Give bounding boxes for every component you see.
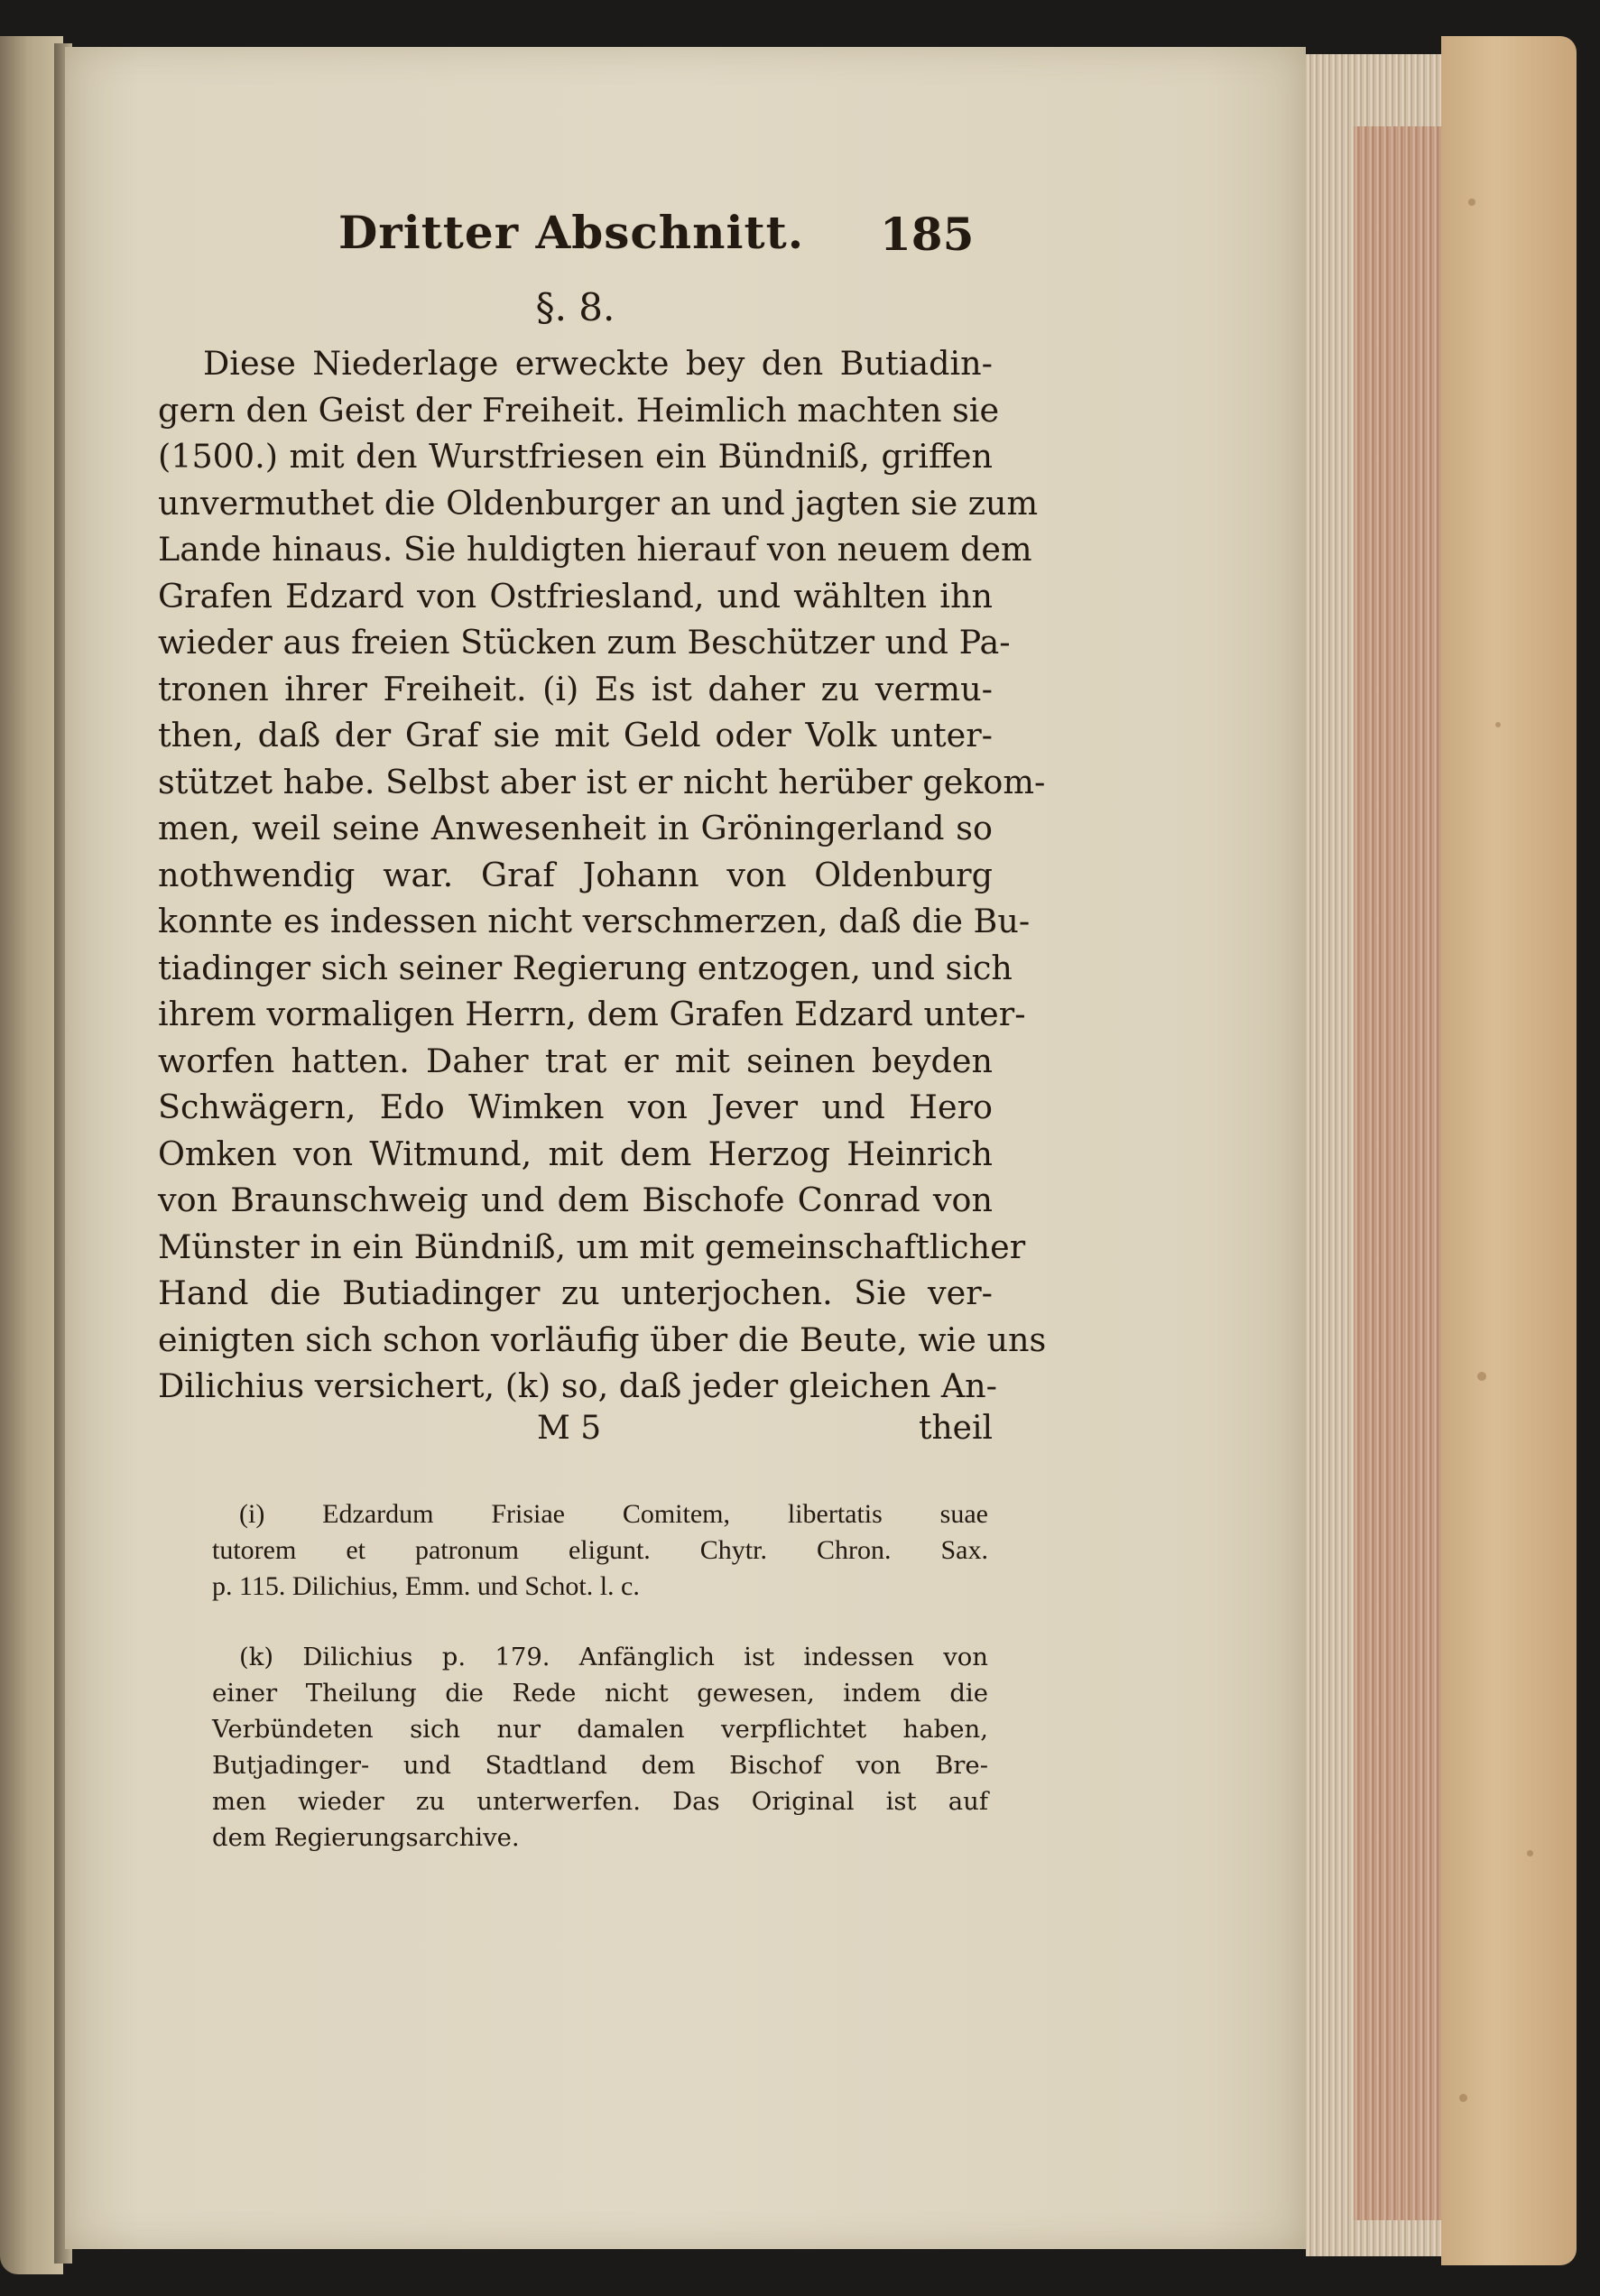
footnote-i	[212, 1496, 988, 1605]
signature-mark: M 5	[537, 1409, 602, 1447]
body-line: Omken von Witmund, mit dem Herzog Heinrich	[158, 1134, 993, 1173]
page-text-block	[158, 206, 1047, 1856]
catchline	[158, 1410, 993, 1457]
body-line: ihrem vormaligen Herrn, dem Grafen Edzard unter-	[158, 995, 1026, 1033]
footnote-line: Verbündeten sich nur damalen verpflichtet haben,	[212, 1714, 988, 1744]
body-line: Lande hinaus. Sie huldigten hierauf von neuem dem	[158, 530, 1032, 569]
footnote-line: men wieder zu unterwerfen. Das Original ist auf	[212, 1786, 988, 1816]
section-heading: §. 8.	[535, 285, 615, 329]
footnote-line: (k) Dilichius p. 179. Anfänglich ist indessen von	[239, 1642, 988, 1671]
body-line: unvermuthet die Oldenburger an und jagten sie zum	[158, 483, 1039, 523]
catchword: theil	[919, 1409, 993, 1447]
footnote-line: (i) Edzardum Frisiae Comitem, libertatis suae	[239, 1498, 988, 1529]
body-line: Hand die Butiadinger zu unterjochen. Sie ver-	[158, 1273, 993, 1312]
page-number: 185	[880, 208, 975, 261]
running-head: Dritter Abschnitt.	[338, 206, 805, 259]
body-line: von Braunschweig und dem Bischofe Conrad von	[158, 1180, 993, 1219]
body-line: then, daß der Graf sie mit Geld oder Volk unter-	[158, 716, 993, 755]
page-header	[158, 206, 993, 278]
book-cover-board	[1441, 36, 1577, 2265]
footnote-line: dem Regierungsarchive.	[212, 1822, 520, 1852]
body-line: nothwendig war. Graf Johann von Oldenburg	[158, 855, 993, 894]
body-line: konnte es indessen nicht verschmerzen, daß die Bu-	[158, 902, 1031, 940]
body-line: Münster in ein Bündniß, um mit gemeinschaftlicher	[158, 1227, 1026, 1266]
body-line: Dilichius versichert, (k) so, daß jeder gleichen An-	[158, 1366, 998, 1405]
footnote-line: p. 115. Dilichius, Emm. und Schot. l. c.	[212, 1570, 640, 1601]
body-text	[158, 340, 1047, 1410]
body-line: tiadinger sich seiner Regierung entzogen, und sich	[158, 948, 1013, 987]
body-line: men, weil seine Anwesenheit in Gröningerland so	[158, 809, 993, 847]
body-line: tronen ihrer Freiheit. (i) Es ist daher zu vermu-	[158, 669, 993, 708]
body-line: gern den Geist der Freiheit. Heimlich machten sie	[158, 390, 1000, 430]
body-line: Schwägern, Edo Wimken von Jever und Hero	[158, 1088, 993, 1126]
footnotes	[212, 1496, 988, 1856]
footnote-line: Butjadinger- und Stadtland dem Bischof von Bre-	[212, 1750, 988, 1780]
body-line: Diese Niederlage erweckte bey den Butiadin-	[203, 344, 993, 383]
footnote-line: tutorem et patronum eligunt. Chytr. Chron. Sax.	[212, 1534, 988, 1565]
body-line: einigten sich schon vorläufig über die Beute, wie uns	[158, 1319, 1047, 1359]
footnote-line: einer Theilung die Rede nicht gewesen, indem die	[212, 1678, 988, 1708]
body-line: stützet habe. Selbst aber ist er nicht herüber gekom-	[158, 762, 1046, 801]
body-line: Grafen Edzard von Ostfriesland, und wählten ihn	[158, 576, 993, 616]
body-line: worfen hatten. Daher trat er mit seinen beyden	[158, 1041, 993, 1080]
body-line: (1500.) mit den Wurstfriesen ein Bündniß, griffen	[158, 437, 993, 476]
body-line: wieder aus freien Stücken zum Beschützer und Pa-	[158, 623, 1011, 662]
page-fore-edge-shading	[1354, 126, 1444, 2220]
footnote-k	[212, 1639, 988, 1856]
